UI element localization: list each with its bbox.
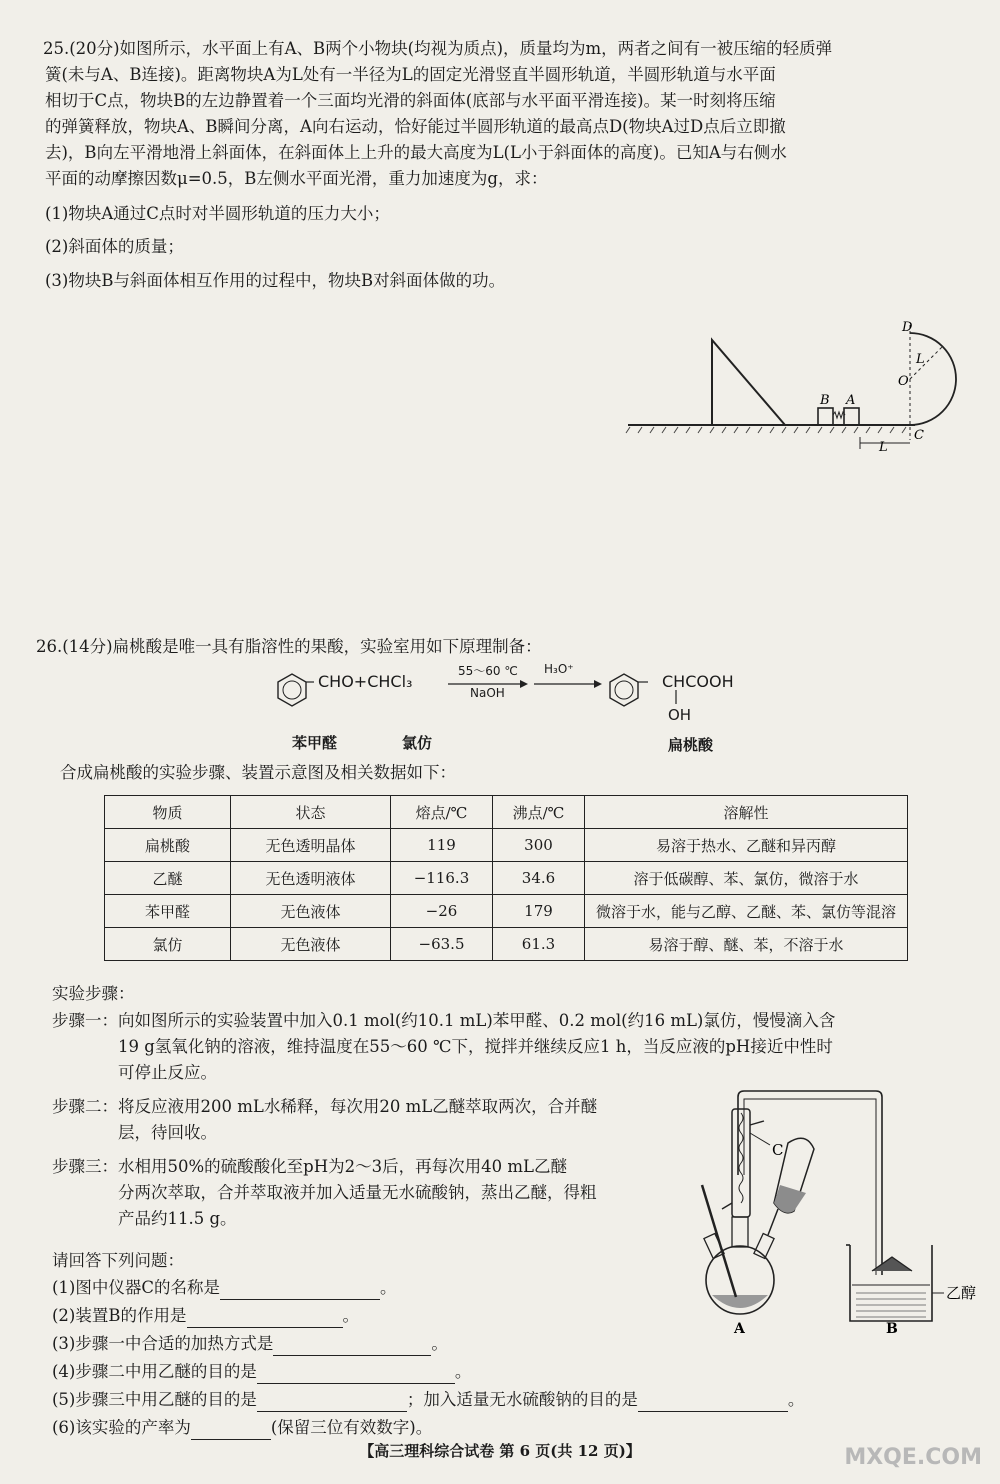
answer-blank[interactable]	[220, 1277, 380, 1300]
table-cell: 34.6	[493, 862, 585, 895]
table-header: 熔点/℃	[391, 796, 493, 829]
answer-blank[interactable]	[638, 1389, 788, 1412]
apparatus-figure	[690, 1085, 977, 1337]
product-oh: OH	[668, 706, 692, 724]
condition-temp: 55～60 ℃	[458, 664, 518, 678]
q25-sub-3: (3)物块B与斜面体相互作用的过程中，物块B对斜面体做的功。	[45, 271, 506, 290]
name-mandelic-acid: 扁桃酸	[668, 736, 714, 754]
label-a: A	[846, 393, 856, 408]
answer-blank[interactable]	[273, 1333, 431, 1356]
table-cell: 易溶于醇、醚、苯，不溶于水	[585, 928, 908, 961]
table-intro: 合成扁桃酸的实验步骤、装置示意图及相关数据如下：	[60, 763, 456, 782]
label-l-radius: L	[916, 352, 925, 367]
question-3	[52, 1333, 448, 1356]
question-text: (3)步骤一中合适的加热方式是	[52, 1334, 274, 1353]
table-cell: 苯甲醛	[105, 895, 231, 928]
condition-acid: H₃O⁺	[544, 662, 574, 676]
reaction-svg	[268, 660, 768, 730]
data-table	[104, 795, 908, 961]
question-text: (2)装置B的作用是	[52, 1306, 187, 1325]
table-cell: 无色透明液体	[231, 862, 391, 895]
label-b: B	[820, 393, 830, 408]
table-header: 物质	[105, 796, 231, 829]
q25-line-6: 平面的动摩擦因数μ=0.5，B左侧水平面光滑，重力加速度为g，求：	[45, 169, 548, 188]
product-text: CHCOOH	[662, 672, 734, 691]
label-l-dist: L	[879, 440, 888, 455]
q25-sub-1: (1)物块A通过C点时对半圆形轨道的压力大小；	[45, 204, 390, 223]
question-text: 。	[380, 1278, 397, 1297]
table-cell: 119	[391, 829, 493, 862]
q25-figure	[620, 315, 970, 460]
name-benzaldehyde: 苯甲醛	[292, 734, 338, 752]
page-footer: 【高三理科综合试卷 第 6 页(共 12 页)】	[359, 1442, 641, 1460]
table-row	[105, 829, 908, 862]
q25-line-2: 簧(未与A、B连接)。距离物块A为L处有一半径为L的固定光滑竖直半圆形轨道，半圆形轨道与水平面	[45, 65, 776, 84]
question-6	[52, 1417, 432, 1440]
table-cell: 易溶于热水、乙醚和异丙醇	[585, 829, 908, 862]
question-text: 。	[342, 1306, 359, 1325]
label-c-condenser: C	[772, 1141, 784, 1159]
table-row	[105, 895, 908, 928]
answer-blank[interactable]	[191, 1417, 271, 1440]
table-cell: −63.5	[391, 928, 493, 961]
q25-line-1: 25.(20分)如图所示，水平面上有A、B两个小物块(均视为质点)，质量均为m，两者之间有一被压缩的轻质弹	[43, 39, 833, 58]
table-cell: 微溶于水，能与乙醇、乙醚、苯、氯仿等混溶	[585, 895, 908, 928]
q26-intro: 26.(14分)扁桃酸是唯一具有脂溶性的果酸，实验室用如下原理制备：	[36, 637, 542, 656]
q25-line-4: 的弹簧释放，物块A、B瞬间分离，A向右运动，恰好能过半圆形轨道的最高点D(物块A过D点后立即撤	[45, 117, 786, 136]
table-header: 沸点/℃	[493, 796, 585, 829]
label-flask-a: A	[734, 1321, 745, 1337]
table-cell: 无色液体	[231, 928, 391, 961]
step-line: 步骤三：水相用50%的硫酸酸化至pH为2～3后，再每次用40 mL乙醚	[52, 1157, 567, 1176]
question-text: (6)该实验的产率为	[52, 1418, 191, 1437]
question-5	[52, 1389, 804, 1412]
block-a	[844, 408, 859, 425]
step-line: 层，待回收。	[118, 1123, 217, 1142]
label-beaker-b: B	[886, 1321, 898, 1337]
question-text: 。	[431, 1334, 448, 1353]
table-cell: 179	[493, 895, 585, 928]
question-4	[52, 1361, 471, 1384]
table-cell: 无色液体	[231, 895, 391, 928]
table-cell: 61.3	[493, 928, 585, 961]
step-line: 19 g氢氧化钠的溶液，维持温度在55～60 ℃下，搅拌并继续反应1 h，当反应液的pH接近中性时	[118, 1037, 833, 1056]
table-header-row	[105, 796, 908, 829]
name-chloroform: 氯仿	[402, 734, 433, 752]
table-row	[105, 862, 908, 895]
block-b	[818, 408, 833, 425]
label-c: C	[914, 428, 924, 443]
table-header: 溶解性	[585, 796, 908, 829]
question-text: (1)图中仪器C的名称是	[52, 1278, 220, 1297]
step-line: 步骤一：向如图所示的实验装置中加入0.1 mol(约10.1 mL)苯甲醛、0.2 mol(约16 mL)氯仿，慢慢滴入含	[52, 1011, 836, 1030]
table-cell: 无色透明晶体	[231, 829, 391, 862]
question-text: (保留三位有效数字)。	[270, 1418, 433, 1437]
step-line: 步骤二：将反应液用200 mL水稀释，每次用20 mL乙醚萃取两次，合并醚	[52, 1097, 598, 1116]
wedge	[712, 340, 785, 425]
table-header: 状态	[231, 796, 391, 829]
q25-line-3: 相切于C点，物块B的左边静置着一个三面均光滑的斜面体(底部与水平面平滑连接)。某一时刻将压缩	[45, 91, 776, 110]
table-row	[105, 928, 908, 961]
table-cell: 氯仿	[105, 928, 231, 961]
q25-sub-2: (2)斜面体的质量；	[45, 237, 184, 256]
answer-blank[interactable]	[187, 1305, 343, 1328]
answer-blank[interactable]	[257, 1389, 407, 1412]
watermark-logo: MXQE.COM	[844, 1445, 982, 1470]
step-line: 可停止反应。	[118, 1063, 217, 1082]
q25-line-5: 去)，B向左平滑地滑上斜面体，在斜面体上上升的最大高度为L(L小于斜面体的高度)。已知A与右侧水	[45, 143, 787, 162]
label-ethanol: 乙醇	[946, 1284, 977, 1302]
table-cell: 扁桃酸	[105, 829, 231, 862]
question-text: 。	[454, 1362, 472, 1381]
table-cell: 乙醚	[105, 862, 231, 895]
table-cell: 溶于低碳醇、苯、氯仿，微溶于水	[585, 862, 908, 895]
step-line: 产品约11.5 g。	[118, 1209, 237, 1228]
question-text: (5)步骤三中用乙醚的目的是	[52, 1390, 257, 1409]
reactant-text: CHO+CHCl₃	[318, 672, 413, 691]
semicircle-track	[910, 333, 956, 425]
question-text: 。	[787, 1390, 805, 1409]
question-2	[52, 1305, 359, 1328]
step-line: 分两次萃取，合并萃取液并加入适量无水硫酸钠，蒸出乙醚，得粗	[118, 1183, 597, 1202]
table-cell: −116.3	[391, 862, 493, 895]
questions-title: 请回答下列问题：	[52, 1251, 184, 1270]
question-text: ；加入适量无水硫酸钠的目的是	[406, 1390, 638, 1409]
label-d: D	[902, 320, 913, 335]
table-cell: 300	[493, 829, 585, 862]
question-1	[52, 1277, 397, 1300]
answer-blank[interactable]	[257, 1361, 455, 1384]
table-cell: −26	[391, 895, 493, 928]
steps-title: 实验步骤：	[52, 984, 135, 1003]
question-text: (4)步骤二中用乙醚的目的是	[52, 1362, 257, 1381]
label-o: O	[898, 374, 909, 389]
condition-naoh: NaOH	[470, 686, 505, 700]
